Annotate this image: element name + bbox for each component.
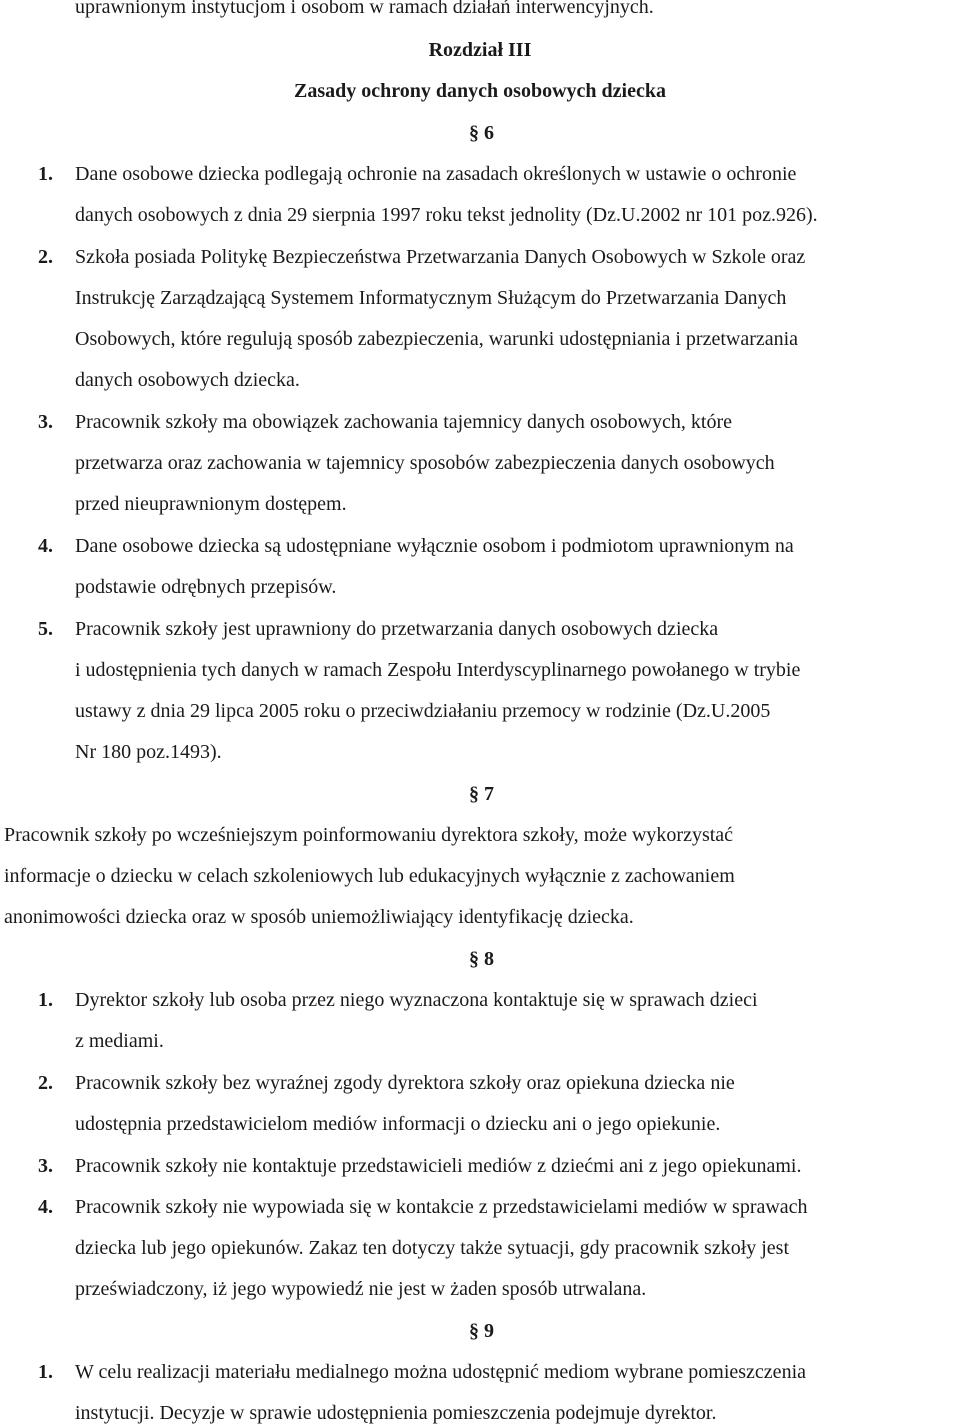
list-item-line: Osobowych, które regulują sposób zabezpieczenia, warunki udostępniania i przetwarzania bbox=[75, 328, 799, 350]
paragraph-line: Pracownik szkoły po wcześniejszym poinformowaniu dyrektora szkoły, może wykorzystać bbox=[4, 824, 734, 846]
section-heading-9: § 9 bbox=[469, 1320, 494, 1342]
list-item-line: danych osobowych z dnia 29 sierpnia 1997 roku tekst jednolity (Dz.U.2002 nr 101 poz.926). bbox=[75, 204, 818, 226]
paragraph-line: informacje o dziecku w celach szkoleniowych lub edukacyjnych wyłącznie z zachowaniem bbox=[4, 865, 735, 887]
list-item-line: podstawie odrębnych przepisów. bbox=[75, 576, 337, 598]
list-item-line: Dyrektor szkoły lub osoba przez niego wyznaczona kontaktuje się w sprawach dzieci bbox=[75, 989, 758, 1011]
chapter-title: Zasady ochrony danych osobowych dziecka bbox=[294, 80, 666, 102]
list-item-line: Nr 180 poz.1493). bbox=[75, 741, 222, 763]
list-item-line: przeświadczony, iż jego wypowiedź nie jest w żaden sposób utrwalana. bbox=[75, 1278, 647, 1300]
list-item-line: i udostępnienia tych danych w ramach Zespołu Interdyscyplinarnego powołanego w trybie bbox=[75, 659, 801, 681]
list-number: 2. bbox=[38, 1072, 53, 1094]
list-item-line: udostępnia przedstawicielom mediów informacji o dziecku ani o jego opiekunie. bbox=[75, 1113, 721, 1135]
section-heading-7: § 7 bbox=[469, 783, 494, 805]
list-number: 4. bbox=[38, 1196, 53, 1218]
list-item-line: Szkoła posiada Politykę Bezpieczeństwa Przetwarzania Danych Osobowych w Szkole oraz bbox=[75, 246, 806, 268]
list-number: 1. bbox=[38, 989, 53, 1011]
list-item-line: przed nieuprawnionym dostępem. bbox=[75, 493, 347, 515]
list-number: 3. bbox=[38, 1155, 53, 1177]
list-item-line: Pracownik szkoły ma obowiązek zachowania tajemnicy danych osobowych, które bbox=[75, 411, 733, 433]
list-item-line: Instrukcję Zarządzającą Systemem Informatycznym Służącym do Przetwarzania Danych bbox=[75, 287, 787, 309]
list-item-line: instytucji. Decyzje w sprawie udostępnienia pomieszczenia podejmuje dyrektor. bbox=[75, 1402, 717, 1424]
list-item-line: Pracownik szkoły nie wypowiada się w kontakcie z przedstawicielami mediów w sprawach bbox=[75, 1196, 808, 1218]
section-heading-8: § 8 bbox=[469, 948, 494, 970]
list-item-line: przetwarza oraz zachowania w tajemnicy sposobów zabezpieczenia danych osobowych bbox=[75, 452, 775, 474]
list-item-line: Dane osobowe dziecka są udostępniane wyłącznie osobom i podmiotom uprawnionym na bbox=[75, 535, 794, 557]
paragraph-line: anonimowości dziecka oraz w sposób uniemożliwiający identyfikację dziecka. bbox=[4, 906, 634, 928]
list-item-line: Pracownik szkoły jest uprawniony do przetwarzania danych osobowych dziecka bbox=[75, 618, 719, 640]
continued-text-line: uprawnionym instytucjom i osobom w ramach działań interwencyjnych. bbox=[75, 0, 654, 18]
list-number: 1. bbox=[38, 1361, 53, 1383]
chapter-number: Rozdział III bbox=[428, 39, 532, 61]
section-heading-6: § 6 bbox=[469, 122, 494, 144]
list-number: 2. bbox=[38, 246, 53, 268]
list-number: 1. bbox=[38, 163, 53, 185]
list-item-line: ustawy z dnia 29 lipca 2005 roku o przeciwdziałaniu przemocy w rodzinie (Dz.U.2005 bbox=[75, 700, 771, 722]
list-item-line: W celu realizacji materiału medialnego można udostępnić mediom wybrane pomieszczenia bbox=[75, 1361, 806, 1383]
list-item-line: dziecka lub jego opiekunów. Zakaz ten dotyczy także sytuacji, gdy pracownik szkoły jest bbox=[75, 1237, 790, 1259]
list-number: 3. bbox=[38, 411, 53, 433]
list-item-line: Dane osobowe dziecka podlegają ochronie na zasadach określonych w ustawie o ochronie bbox=[75, 163, 797, 185]
list-item-line: Pracownik szkoły nie kontaktuje przedstawicieli mediów z dziećmi ani z jego opiekunami. bbox=[75, 1155, 802, 1177]
list-item-line: Pracownik szkoły bez wyraźnej zgody dyrektora szkoły oraz opiekuna dziecka nie bbox=[75, 1072, 735, 1094]
list-number: 5. bbox=[38, 618, 53, 640]
list-number: 4. bbox=[38, 535, 53, 557]
list-item-line: danych osobowych dziecka. bbox=[75, 369, 300, 391]
list-item-line: z mediami. bbox=[75, 1030, 164, 1052]
